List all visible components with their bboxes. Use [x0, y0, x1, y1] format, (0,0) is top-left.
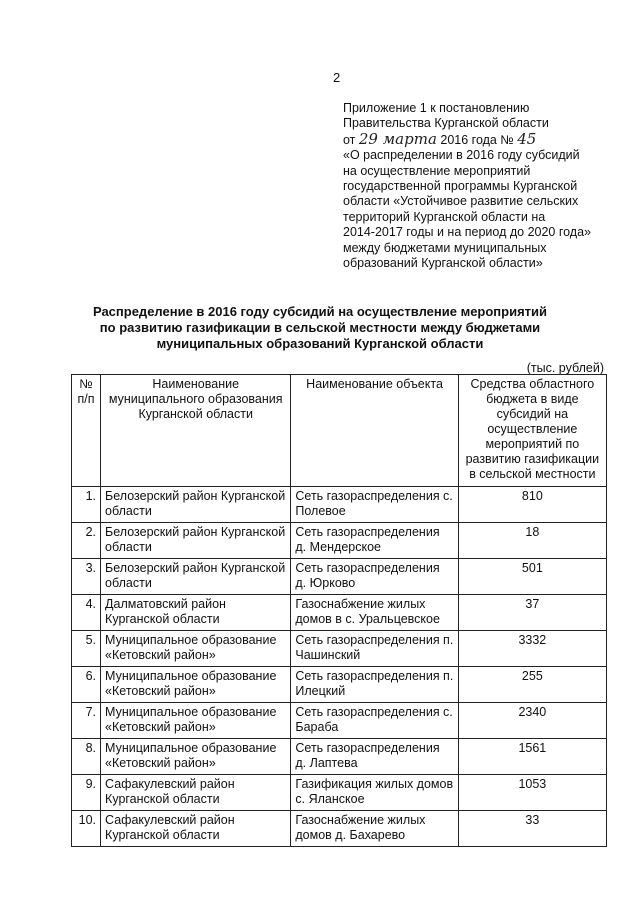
table-row	[72, 595, 607, 631]
cell-municipality: Сафакулевский район Курганской области	[101, 775, 291, 811]
appendix-line: образований Курганской области»	[343, 256, 543, 271]
header-amount: Средства областного бюджета в виде субсидий на осуществление мероприятий по развитию газификации в сельской местности	[458, 375, 606, 487]
cell-number: 8.	[72, 739, 101, 775]
cell-amount: 501	[458, 559, 606, 595]
title-line: муниципальных образований Курганской области	[156, 336, 484, 351]
cell-amount: 1561	[458, 739, 606, 775]
cell-number: 7.	[72, 703, 101, 739]
appendix-line: территорий Курганской области на	[343, 209, 546, 224]
table-row	[72, 523, 607, 559]
cell-amount: 18	[458, 523, 606, 559]
cell-number: 3.	[72, 559, 101, 595]
appendix-line: 2014-2017 годы и на период до 2020 года»	[343, 225, 592, 240]
cell-municipality: Белозерский район Курганской области	[101, 523, 291, 559]
appendix-line: Приложение 1 к постановлению	[343, 101, 530, 115]
cell-municipality: Муниципальное образование «Кетовский район»	[101, 631, 291, 667]
header-number: № п/п	[72, 375, 101, 487]
handwritten-number: 45	[517, 129, 537, 148]
table-row	[72, 811, 607, 847]
appendix-line: Правительства Курганской области	[343, 116, 549, 131]
cell-municipality: Далматовский район Курганской области	[101, 595, 291, 631]
cell-object: Газоснабжение жилых домов в с. Уральцевское	[291, 595, 458, 631]
cell-municipality: Белозерский район Курганской области	[101, 487, 291, 523]
cell-object: Сеть газораспределения п. Илецкий	[291, 667, 458, 703]
cell-municipality: Муниципальное образование «Кетовский район»	[101, 667, 291, 703]
table-row	[72, 487, 607, 523]
table-row	[72, 739, 607, 775]
cell-object: Сеть газораспределения п. Чашинский	[291, 631, 458, 667]
header-municipality: Наименование муниципального образования Курганской области	[101, 375, 291, 487]
cell-number: 4.	[72, 595, 101, 631]
cell-municipality: Муниципальное образование «Кетовский район»	[101, 703, 291, 739]
cell-amount: 33	[458, 811, 606, 847]
table-header-row	[72, 375, 607, 487]
cell-object: Сеть газораспределения с. Полевое	[291, 487, 458, 523]
header-object: Наименование объекта	[291, 375, 458, 487]
title-line: по развитию газификации в сельской местности между бюджетами	[99, 320, 541, 335]
cell-object: Газоснабжение жилых домов д. Бахарево	[291, 811, 458, 847]
cell-object: Сеть газораспределения д. Юрково	[291, 559, 458, 595]
cell-amount: 810	[458, 487, 606, 523]
table-row	[72, 703, 607, 739]
table-row	[72, 775, 607, 811]
date-prefix: от	[343, 132, 356, 147]
appendix-block	[343, 101, 613, 271]
appendix-line: «О распределении в 2016 году субсидий	[343, 148, 580, 163]
cell-object: Газификация жилых домов с. Яланское	[291, 775, 458, 811]
cell-object: Сеть газораспределения с. Бараба	[291, 703, 458, 739]
appendix-line: между бюджетами муниципальных	[343, 240, 547, 255]
handwritten-date: 29 марта	[358, 129, 437, 148]
appendix-line: государственной программы Курганской	[343, 179, 578, 194]
cell-amount: 255	[458, 667, 606, 703]
title-line: Распределение в 2016 году субсидий на осуществление мероприятий	[92, 304, 548, 319]
cell-object: Сеть газораспределения д. Лаптева	[291, 739, 458, 775]
cell-number: 6.	[72, 667, 101, 703]
cell-municipality: Сафакулевский район Курганской области	[101, 811, 291, 847]
table-row	[72, 559, 607, 595]
appendix-date-line	[343, 129, 613, 148]
cell-amount: 2340	[458, 703, 606, 739]
cell-number: 5.	[72, 631, 101, 667]
cell-amount: 3332	[458, 631, 606, 667]
cell-number: 9.	[72, 775, 101, 811]
date-year: 2016 года №	[440, 132, 514, 147]
cell-number: 10.	[72, 811, 101, 847]
appendix-line: области «Устойчивое развитие сельских	[343, 194, 579, 209]
page-number: 2	[333, 70, 341, 85]
table-row	[72, 667, 607, 703]
cell-municipality: Муниципальное образование «Кетовский район»	[101, 739, 291, 775]
subsidy-table	[71, 374, 607, 847]
cell-number: 2.	[72, 523, 101, 559]
cell-amount: 1053	[458, 775, 606, 811]
table-row	[72, 631, 607, 667]
cell-amount: 37	[458, 595, 606, 631]
appendix-line: на осуществление мероприятий	[343, 163, 531, 178]
cell-number: 1.	[72, 487, 101, 523]
cell-municipality: Белозерский район Курганской области	[101, 559, 291, 595]
document-title	[60, 304, 580, 352]
cell-object: Сеть газораспределения д. Мендерское	[291, 523, 458, 559]
unit-label: (тыс. рублей)	[526, 361, 604, 375]
